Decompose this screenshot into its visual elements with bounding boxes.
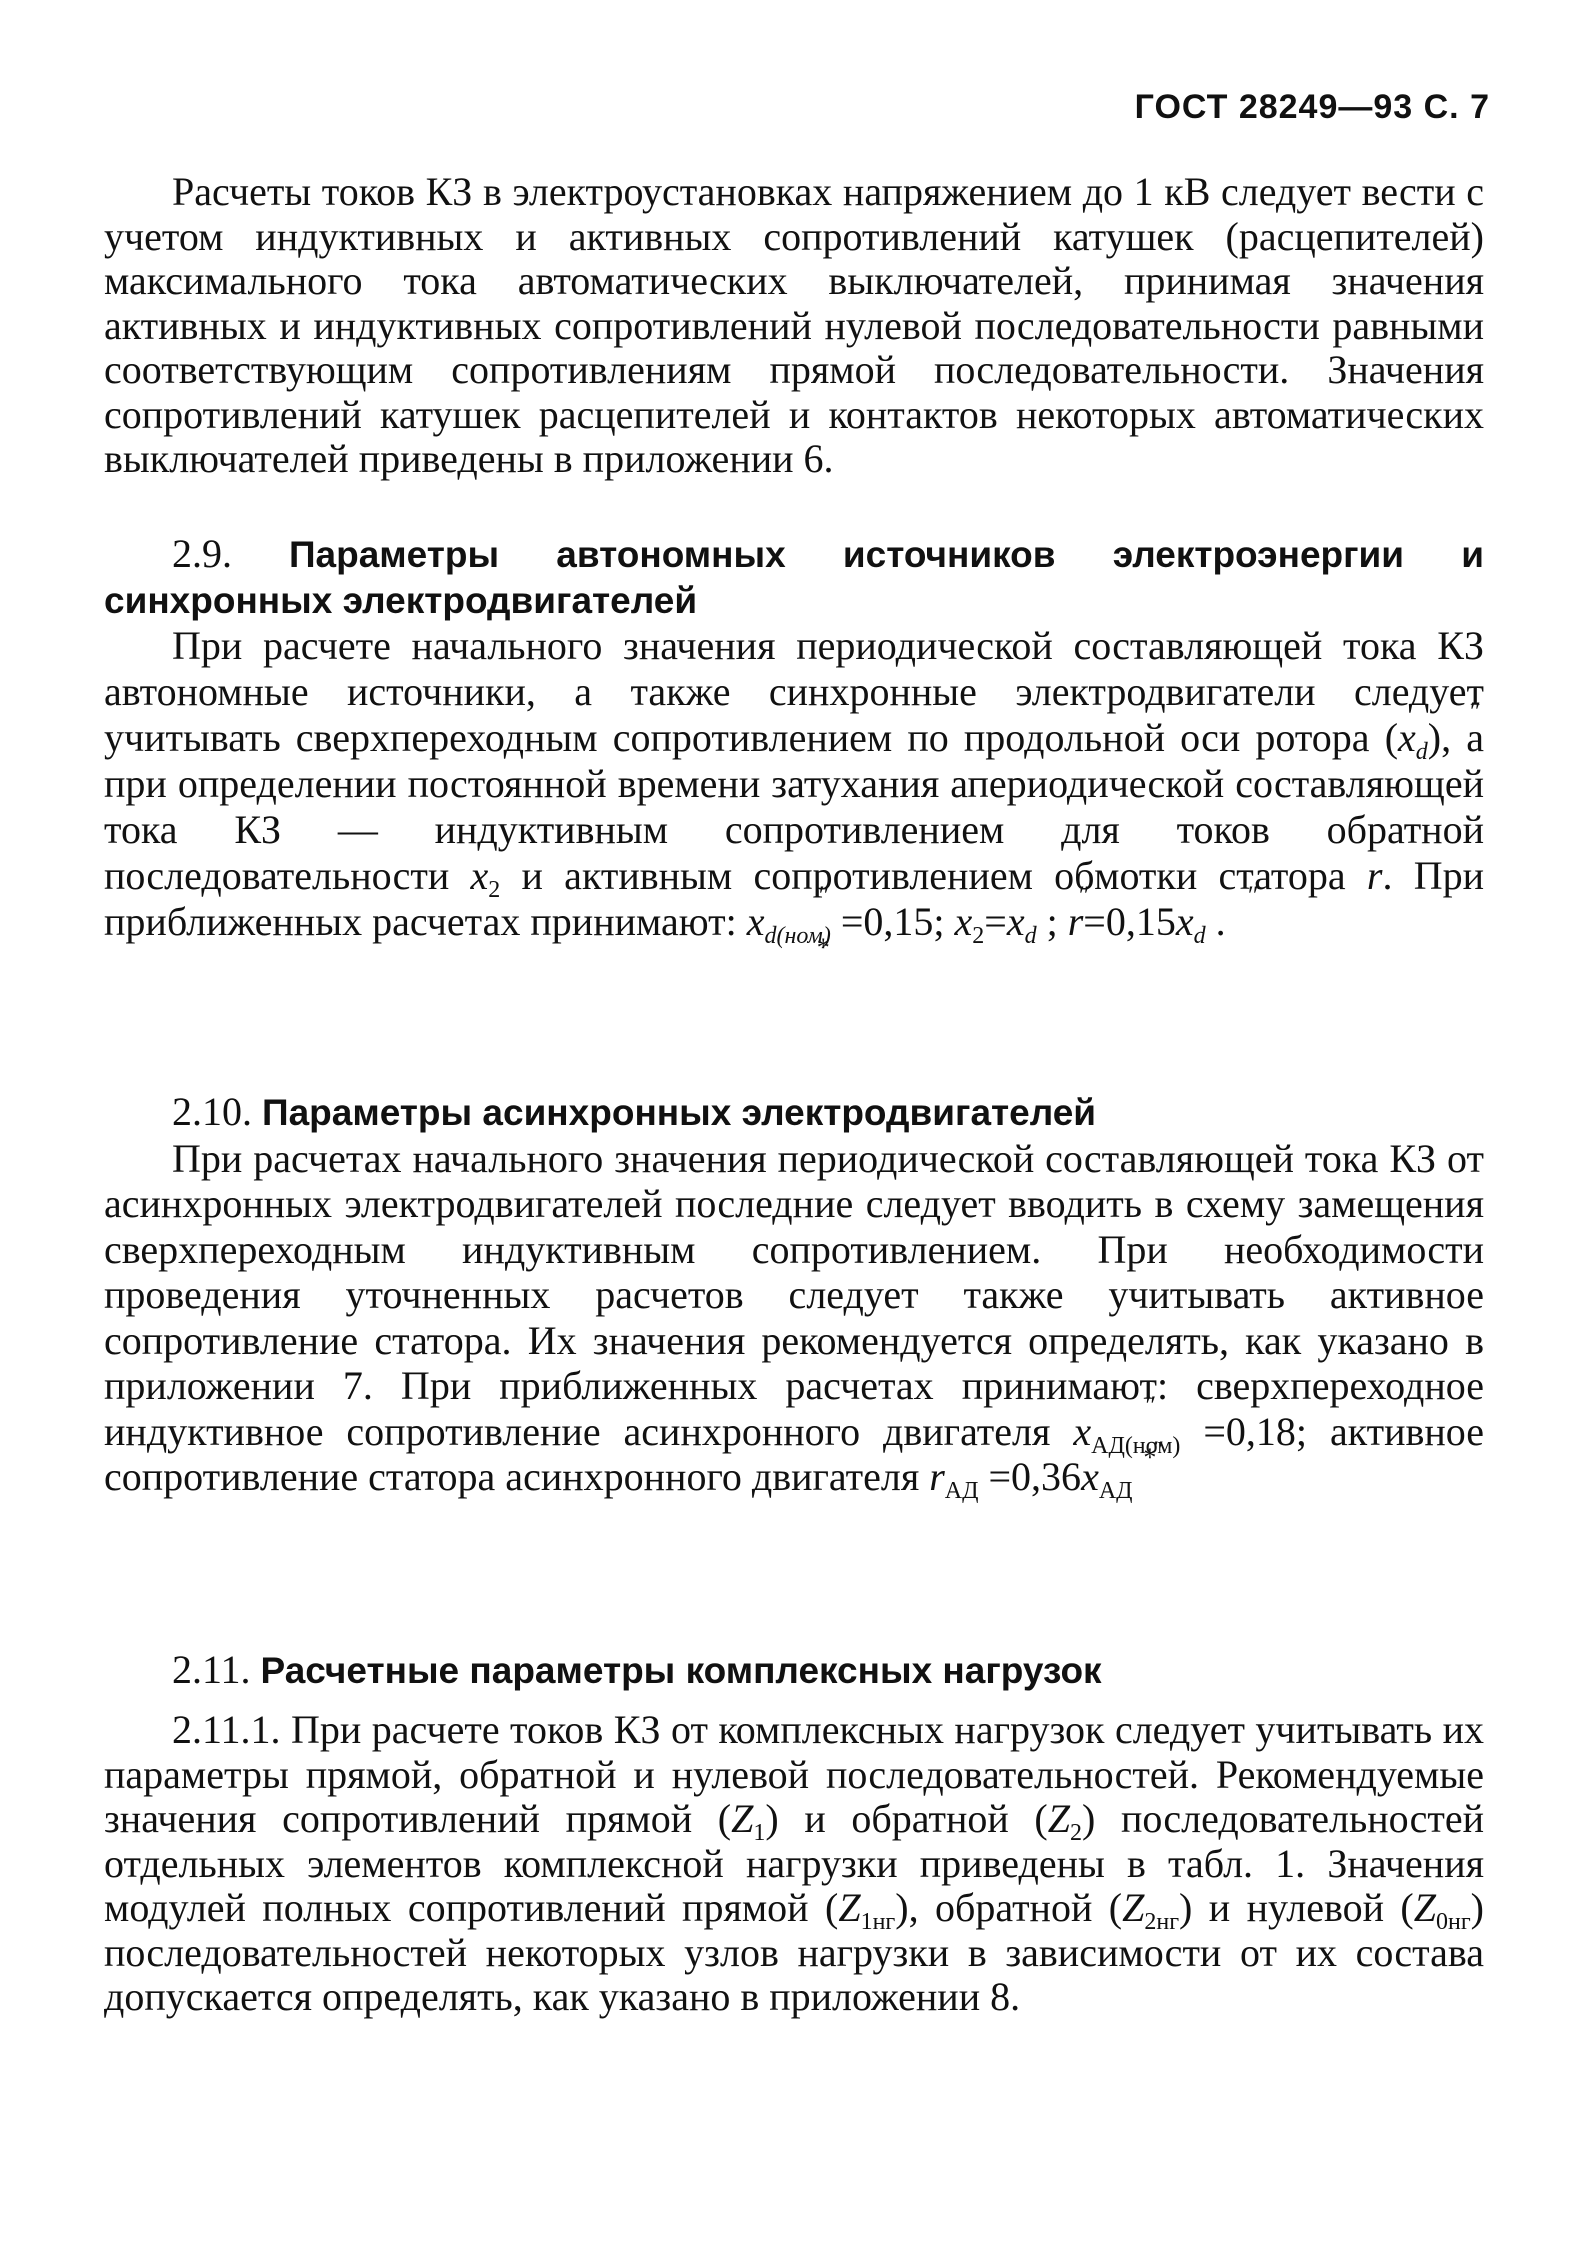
symbol-x: ″ x: [1176, 899, 1194, 944]
section-2-11: [104, 1648, 1484, 1694]
section-number: 2.11.: [172, 1647, 251, 1692]
body-text: При расчетах начального значения периодической составляющей тока КЗ от асинхронных электродвигателей последние следует вводить в схему замещения сверхпереходным индуктивным сопротивлением. При необходимости проведения уточненных расчетов следует также учитывать активное сопротивление статора. Их значения рекомендуется определять, как указано в приложении 7. При приближенных расчетах принимают: сверхпереходное индуктивное сопротивление асинхронного двигателя: [104, 1135, 1484, 1454]
body-text: ) и нулевой (: [1179, 1885, 1414, 1930]
subscript: АД: [1098, 1478, 1133, 1504]
section-2-9: [104, 531, 1485, 949]
section-number: 2.10.: [172, 1089, 252, 1134]
equation-part: =: [984, 899, 1007, 944]
section-2-10: [104, 1089, 1485, 1504]
subscript: 1: [753, 1820, 766, 1846]
section-heading: [104, 532, 1484, 623]
symbol-x: ″ x *: [747, 899, 765, 944]
symbol-r: r: [1366, 853, 1383, 898]
section-2-11-1: [104, 1708, 1484, 2020]
symbol-x: ″ x: [1007, 899, 1025, 944]
symbol-r: r: [1067, 899, 1084, 944]
symbol-z: Z: [1413, 1885, 1436, 1930]
body-text: . При приближенных расчетах принимают:: [104, 853, 1485, 944]
subscript: d: [1415, 739, 1428, 765]
subscript: 2: [1070, 1820, 1082, 1846]
subscript: 2: [972, 923, 985, 949]
body-text: , а при определении постоянной времени затухания апериодической составляющей тока КЗ — индуктивным сопротивлением для токов обратной последовательности: [104, 715, 1484, 898]
subscript: d(ном): [764, 923, 831, 949]
section-title: Параметры автономных источников электроэнергии и синхронных электродвигателей: [104, 534, 1484, 621]
subscript: 2нг: [1144, 1909, 1180, 1935]
body-text: ) и обратной (: [765, 1796, 1048, 1841]
section-title: Параметры асинхронных электродвигателей: [262, 1092, 1097, 1133]
symbol-x: x: [954, 899, 973, 944]
section-heading: [104, 1648, 1484, 1694]
section-title: Расчетные параметры комплексных нагрузок: [260, 1650, 1102, 1691]
paragraph-intro: [104, 170, 1484, 482]
body-text: 2.11.1. При расчете токов КЗ от комплексных нагрузок следует учитывать их параметры прямой, обратной и нулевой последовательностей. Рекомендуемые значения сопротивлений прямой (: [104, 1707, 1484, 1841]
subscript: d: [1193, 923, 1206, 949]
subscript: 2: [488, 877, 501, 903]
equation-part: =0,15;: [840, 899, 945, 944]
symbol-z: Z: [1047, 1796, 1070, 1841]
symbol-x: ″ x *: [1073, 1409, 1091, 1454]
equation-part: =0,18; активное сопротивление статора асинхронного двигателя: [104, 1408, 1485, 1499]
subscript: АД: [944, 1478, 979, 1504]
equation-part: ;: [1046, 899, 1058, 944]
section-heading: [104, 1090, 1484, 1136]
symbol-r: r: [929, 1454, 945, 1499]
equation-part: =0,15: [1083, 899, 1176, 944]
body-text: и активным сопротивлением обмотки статора: [521, 853, 1346, 898]
symbol-x: x: [470, 853, 489, 898]
equation-part: .: [1215, 899, 1226, 944]
subscript: АД(ном): [1091, 1432, 1181, 1459]
section-number: 2.9.: [172, 531, 232, 576]
section-body: При расчете начального значения периодической составляющей тока КЗ автономные источники, а также синхронные электродвигатели следует учитывать сверхпереходным сопротивлением по продольной оси ротора (″ $x_d$), а при определении постоянной времени затухания апериодической составляющей тока КЗ — индуктивным сопротивлением для токов обратной последовательности $x_2$ и активным сопротивлением обмотки статора r. При приближенных расчетах принимают: ″ x $*_{d(ном)} =0,15$; $x_2=''$ $x_d$ ; r=0,15″ $x_d$ .: [104, 623, 1484, 945]
body-text: При расчете начального значения периодической составляющей тока КЗ автономные источники, а также синхронные электродвигатели следует учитывать сверхпереходным сопротивлением по продольной оси ротора: [104, 623, 1484, 760]
symbol-x: ″ x: [1081, 1454, 1099, 1499]
symbol-z: Z: [731, 1796, 754, 1841]
symbol-z: Z: [838, 1885, 861, 1930]
body-text: ) последовательностей отдельных элементов комплексной нагрузки приведены в табл. 1. Значения модулей полных сопротивлений прямой (: [104, 1796, 1484, 1930]
section-body: [104, 1708, 1484, 2020]
body-text: ) последовательностей некоторых узлов нагрузки в зависимости от их состава допускается определять, как указано в приложении 8.: [104, 1885, 1484, 2019]
subscript: d: [1024, 923, 1037, 949]
subscript: 0нг: [1435, 1909, 1471, 1935]
symbol-x: ″ x: [1398, 715, 1416, 760]
page-header: ГОСТ 28249—93 С. 7: [1134, 88, 1490, 126]
symbol-z: Z: [1122, 1885, 1145, 1930]
body-text: ), обратной (: [895, 1885, 1123, 1930]
section-body: [104, 1135, 1485, 1504]
subscript: 1нг: [860, 1909, 896, 1935]
paragraph-text: Расчеты токов КЗ в электроустановках напряжением до 1 кВ следует вести с учетом индуктивных и активных сопротивлений катушек (расцепителей) максимального тока автоматических выключателей, принимая значения активных и индуктивных сопротивлений нулевой последовательности равными соответствующим сопротивлениям прямой последовательности. Значения сопротивлений катушек расцепителей и контактов некоторых автоматических выключателей приведены в приложении 6.: [104, 169, 1484, 481]
equation-part: =0,36: [988, 1454, 1082, 1499]
